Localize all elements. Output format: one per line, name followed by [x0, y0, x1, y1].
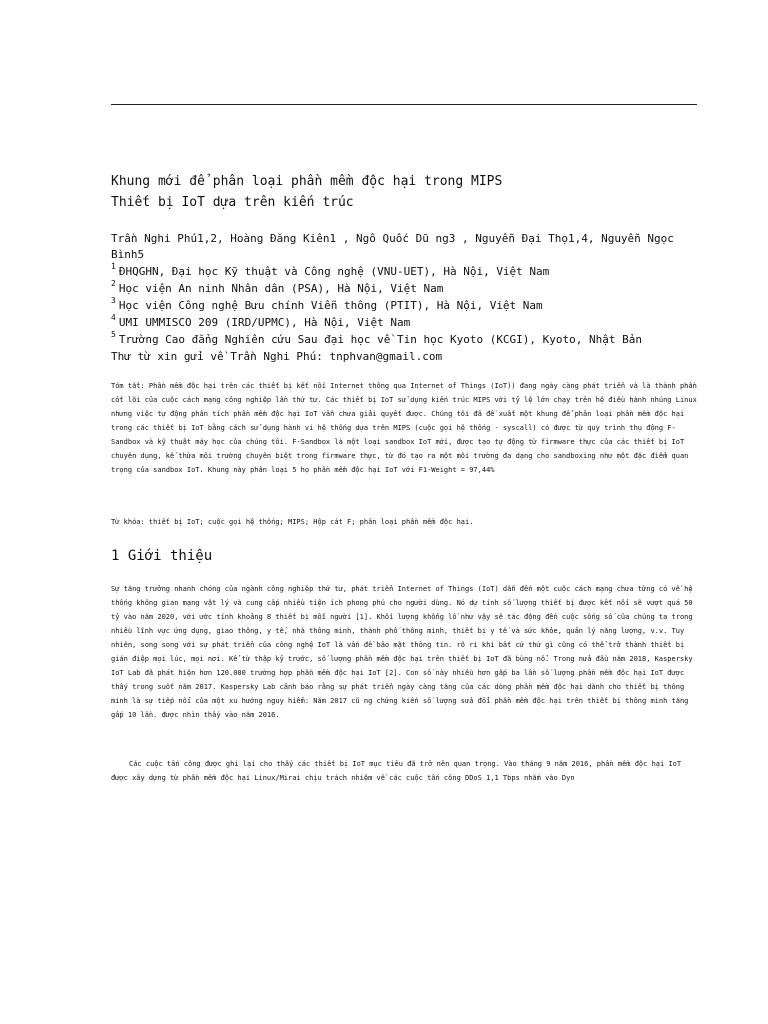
affiliation-2: $^2$ Học viện An ninh Nhân dân (PSA), Hà Nội, Việt Nam [111, 279, 444, 295]
header-rule [111, 104, 697, 105]
paper-title [111, 171, 671, 213]
section-heading-introduction: 1 Giới thiệu [111, 548, 213, 564]
affiliation-5: $^5$ Trường Cao đẳng Nghiên cứu Sau đại học về Tin học Kyoto (KCGI), Kyoto, Nhật Bản [111, 330, 643, 346]
affiliation-1: $^1$ ĐHQGHN, Đại học Kỹ thuật và Công nghệ (VNU-UET), Hà Nội, Việt Nam [111, 262, 550, 278]
introduction-paragraph-1: Sự tăng trưởng nhanh chóng của ngành công nghiệp thứ tư, phát triển Internet of Things (IoT) dẫn đến một cuộc cách mạng chưa từng có về hệ thống không gian mạng vật lý và cung cấp nhiều tiện ích phong phú cho người dùng. Nó dự tính số lượng thiết bị được kết nối sẽ vượt quá 50 tỷ vào năm 2020, với ước tính khoảng 8 thiết bị mỗi người [1]. Khối lượng khổng lồ như vậy sẽ tác động đến cuộc sống số của chúng ta trong nhiều lĩnh vực ứng dụng, giao thông, y tế, nhà thông minh, thành phố thông minh, thiết bị y tế và sức khỏe, quản lý năng lượng, v.v. Tuy nhiên, song song với sự phát triển của công nghệ IoT là vấn đề bảo mật thông tin. rõ ri khi bất cứ thứ gì cũng có thể trở thành thiết bị gián điệp mọi lúc, mọi nơi. Kể từ thập kỷ trước, số lượng phần mềm độc hại trên thiết bị IoT đã bùng nổ. Trong nửa đầu năm 2018, Kaspersky IoT Lab đã phát hiện hơn 120.000 trường hợp phần mềm độc hại IoT [2]. Con số này nhiều hơn gấp ba lần số lượng phần mềm độc hại IoT được thấy trong suốt năm 2017. Kaspersky Lab cảnh báo rằng sự phát triển ngày càng tăng của các dòng phần mềm độc hại dành cho thiết bị thông minh là sự tiếp nối của một xu hướng nguy hiểm: Năm 2017 cũ ng chứng kiến số lượng sửa đổi phần mềm độc hại trên thiết bị thông minh tăng gấp 10 lần. được nhìn thấy vào năm 2016. [111, 585, 693, 719]
abstract: Tóm tắt: Phần mềm độc hại trên các thiết bị kết nối Internet thông qua Internet of Things (IoT)) đang ngày càng phát triển và là thành phần cốt lõi của cuộc cách mạng công nghiệp lần thứ tư. Các thiết bị IoT sử dụng kiến trúc MIPS với tỷ lệ lớn chạy trên hệ điều hành nhúng Linux nhưng việc tự động phân tích phần mềm độc hại IoT vẫn chưa giải quyết được. Chúng tôi đã đề xuất một khung để phân loại phần mềm độc hại trong các thiết bị IoT bằng cách sử dụng hành vi hệ thống dựa trên MIPS (cuộc gọi hệ thống - syscall) có được từ quy trình thụ động F-Sandbox và kỹ thuật máy học của chúng tôi. F-Sandbox là một loại sandbox IoT mới, được tạo tự động từ firmware thực của các thiết bị IoT chuyên dụng, kế thừa môi trường chuyên biệt trong firmware thực, từ đó tạo ra một môi trường đa dạng cho sandboxing như một đặc điểm quan trọng của sandbox IoT. Khung này phân loại 5 họ phần mềm độc hại IoT với F1-Weight = 97,44% [111, 382, 697, 474]
affiliation-3: $^3$ Học viện Công nghệ Bưu chính Viễn thông (PTIT), Hà Nội, Việt Nam [111, 296, 543, 312]
correspondence: Thư từ xin gửi về Trần Nghi Phú: tnphvan@gmail.com [111, 350, 443, 363]
title-line-2: Thiết bị IoT dựa trên kiến trúc [111, 195, 354, 210]
affiliation-4: $^4$ UMI UMMISCO 209 (IRD/UPMC), Hà Nội, Việt Nam [111, 313, 411, 329]
introduction-paragraph-2: Các cuộc tấn công được ghi lại cho thấy các thiết bị IoT mục tiêu đã trở nên quan trọng. Vào tháng 9 năm 2016, phần mềm độc hại IoT được xây dựng từ phần mềm độc hại Linux/Mirai chịu trách nhiệm về các cuộc tấn công DDoS 1,1 Tbps nhắm vào Dyn [111, 760, 682, 782]
affiliations [111, 263, 711, 365]
author-list: Trần Nghi Phú1,2, Hoàng Đăng Kiên1 , Ngô Quốc Dũ ng3 , Nguyễn Đại Thọ1,4, Nguyễn Ngọc Bình5 [111, 232, 674, 261]
title-line-1: Khung mới để phân loại phần mềm độc hại trong MIPS [111, 174, 503, 189]
keywords: Từ khóa: thiết bị IoT; cuộc gọi hệ thống; MIPS; Hộp cát F; phân loại phần mềm độc hại. [111, 518, 474, 526]
